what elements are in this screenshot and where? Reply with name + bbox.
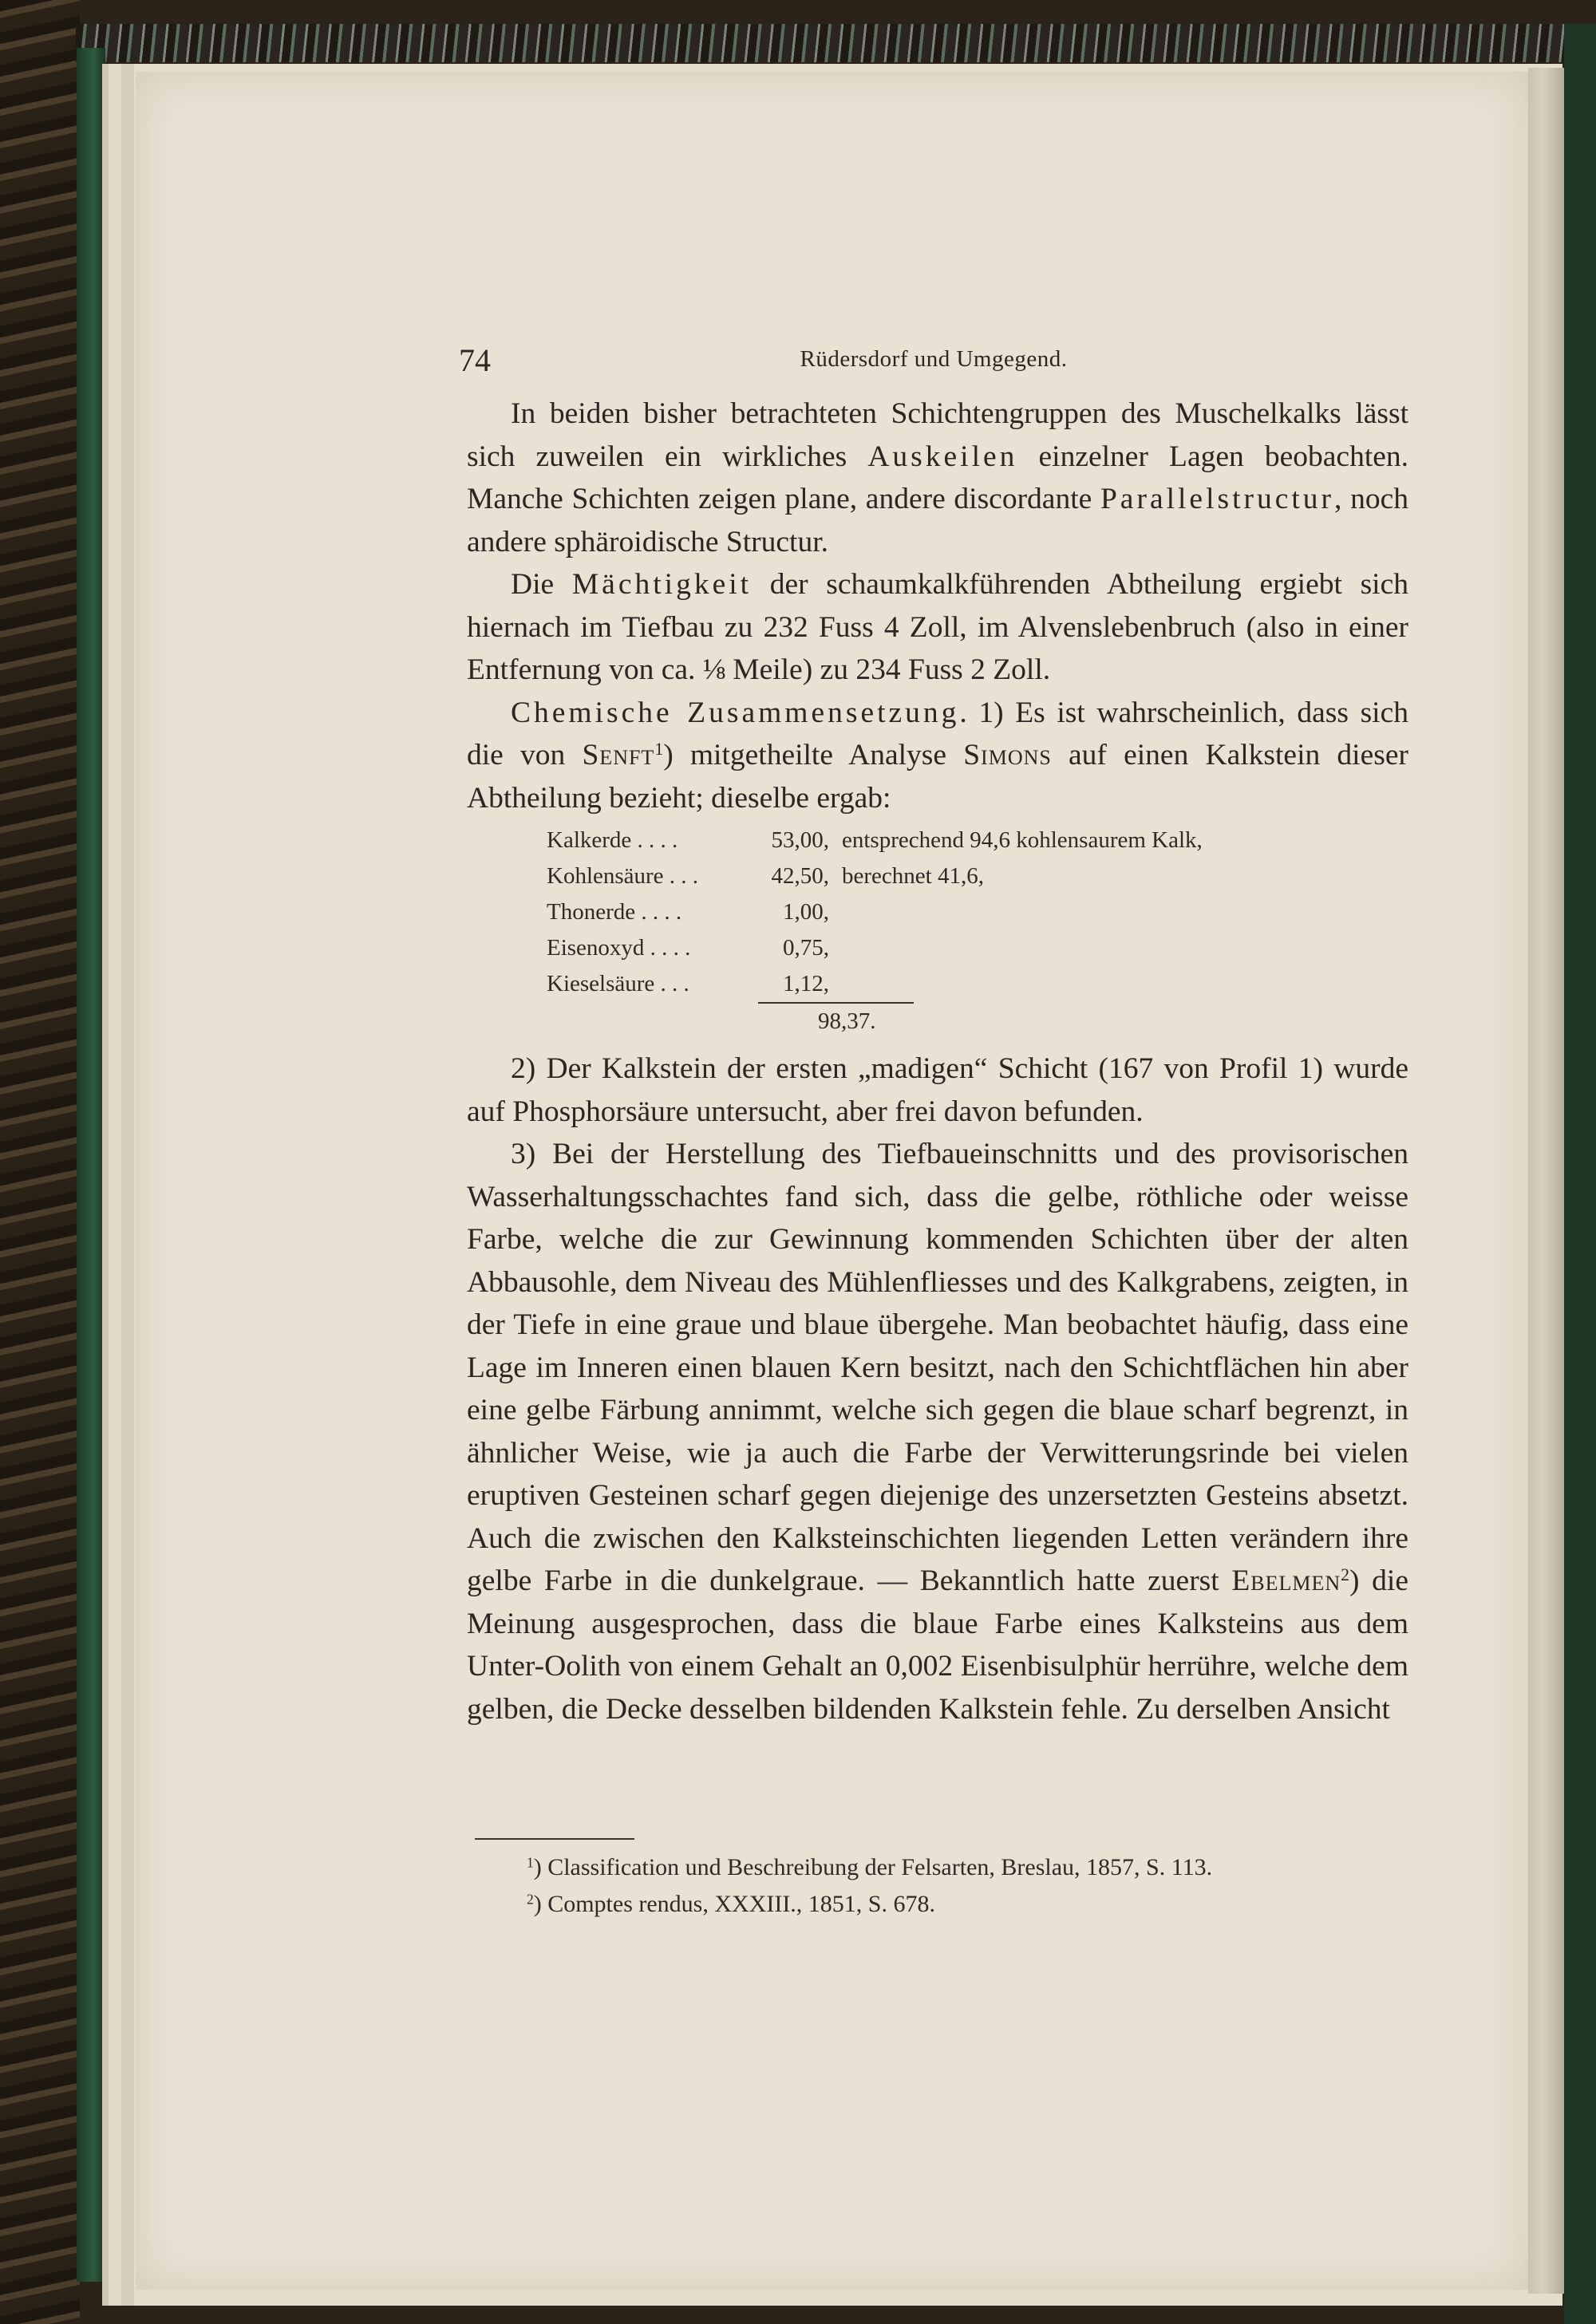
- analysis-row: Thonerde . . . . 1,00,: [547, 899, 829, 925]
- footnote-2: $^2$) Comptes rendus, XXXIII., 1851, S. 678.: [527, 1891, 935, 1917]
- main-text: [467, 393, 1408, 1730]
- paragraph-2: Die Mächtigkeit der schaumkalkführenden Abtheilung ergiebt sich hiernach im Tiefbau zu 232 Fuss 4 Zoll, im Alvenslebenbruch (also in einer Entfernung von ca. ⅛ Meile) zu 234 Fuss 2 Zoll.: [467, 568, 1408, 686]
- analysis-total: 98,37.: [818, 1008, 876, 1034]
- page-number: 74: [459, 342, 491, 378]
- analysis-row: Kalkerde . . . . 53,00, entsprechend 94,6 kohlensaurem Kalk,: [547, 827, 1203, 853]
- footnotes: [527, 1849, 1404, 1923]
- cover-edge: [77, 48, 105, 2282]
- analysis-row: Kohlensäure . . . 42,50, berechnet 41,6,: [547, 863, 984, 889]
- analysis-row: Eisenoxyd . . . . 0,75,: [547, 935, 829, 961]
- paragraph-5: 3) Bei der Herstellung des Tiefbaueinschnitts und des provisorischen Wasserhaltungsschachtes fand sich, dass die gelbe, röthliche oder weisse Farbe, welche die zur Gewinnung kommenden Schichten über der alten Abbausohle, dem Niveau des Mühlenfliesses und des Kalkgrabens, zeigten, in der Tiefe in eine graue und blaue übergehe. Man beobachtet häufig, dass eine Lage im Inneren einen blauen Kern besitzt, nach den Schichtflächen hin aber eine gelbe Färbung annimmt, welche sich gegen die blaue scharf begrenzt, in ähnlicher Weise, wie ja auch die Farbe der Verwitterungsrinde bei vielen eruptiven Gesteinen scharf gegen diejenige des unzersetzten Gesteins absetzt. Auch die zwischen den Kalksteinschichten liegenden Letten verändern ihre gelbe Farbe in die dunkelgraue. — Bekanntlich hatte zuerst Ebelmen$^2$) die Meinung ausgesprochen, dass die blaue Farbe eines Kalksteins aus dem Unter-Oolith von einem Gehalt an 0,002 Eisenbisulphür herrühre, welche dem gelben, die Decke desselben bildenden Kalkstein fehle. Zu derselben Ansicht: [467, 1138, 1408, 1726]
- footnote-1: $^1$) Classification und Beschreibung der Felsarten, Breslau, 1857, S. 113.: [527, 1854, 1213, 1880]
- paragraph-3: Chemische Zusammensetzung. 1) Es ist wahrscheinlich, dass sich die von Senft$^1$) mitgetheilte Analyse Simons auf einen Kalkstein dieser Abtheilung bezieht; dieselbe ergab:: [467, 696, 1408, 815]
- page-header: [459, 341, 1408, 389]
- page-stack-edge: [1528, 68, 1564, 2294]
- cover-edge-right: [1564, 24, 1596, 2324]
- chemical-analysis-table: [547, 823, 1408, 1040]
- footnote-rule: [475, 1838, 634, 1840]
- book-binding: [0, 0, 80, 2324]
- running-title: Rüdersdorf und Umgegend.: [800, 346, 1068, 372]
- book-top-edge: [76, 24, 1568, 62]
- analysis-row: Kieselsäure . . . 1,12,: [547, 971, 829, 996]
- paragraph-4: 2) Der Kalkstein der ersten „madigen“ Schicht (167 von Profil 1) wurde auf Phosphorsäure untersucht, aber frei davon befunden.: [467, 1052, 1408, 1128]
- paragraph-1: In beiden bisher betrachteten Schichtengruppen des Muschelkalks lässt sich zuweilen ein wirkliches Auskeilen einzelner Lagen beobachten. Manche Schichten zeigen plane, andere discordante Parallelstructur, noch andere sphäroidische Structur.: [467, 397, 1409, 558]
